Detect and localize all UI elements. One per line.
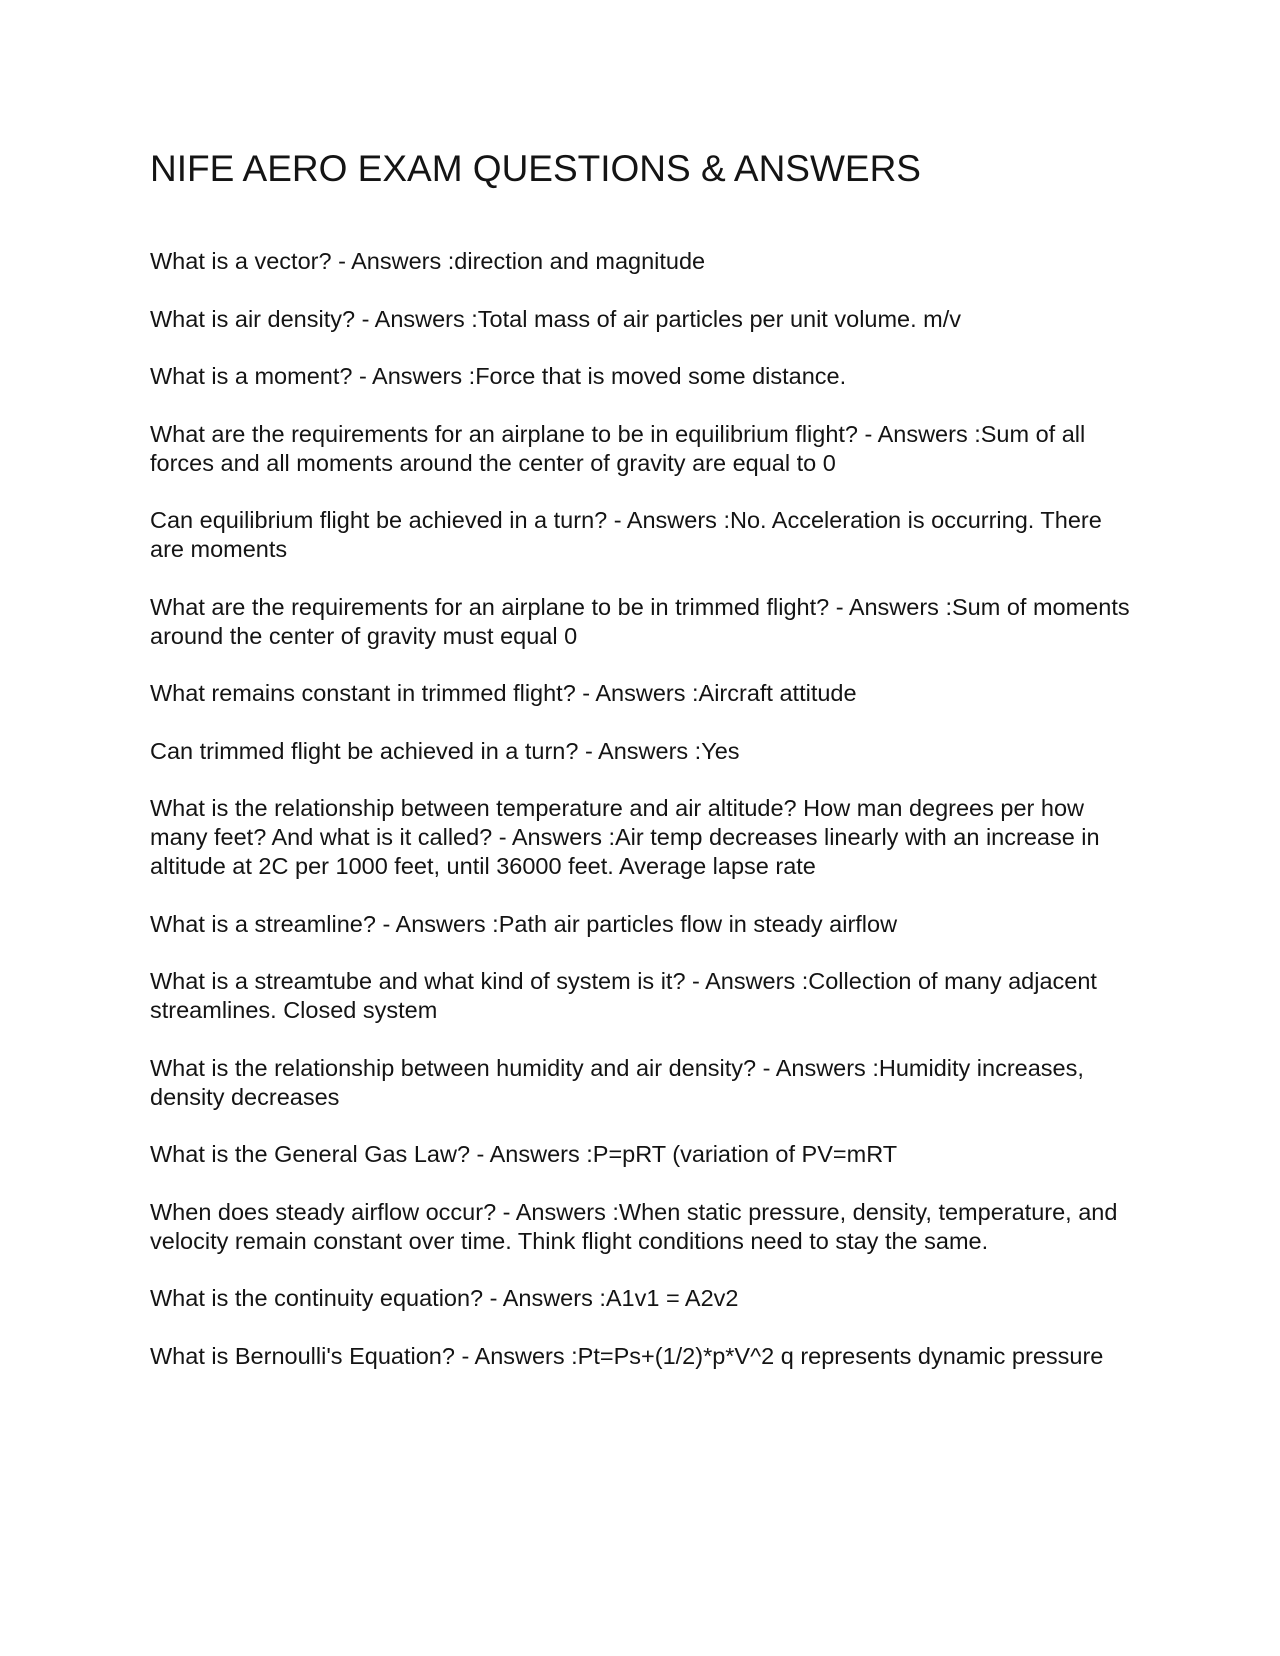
qa-item: What is air density? - Answers :Total mass of air particles per unit volume. m/v (150, 305, 962, 332)
qa-item: What remains constant in trimmed flight? - Answers :Aircraft attitude (150, 680, 857, 706)
qa-item: When does steady airflow occur? - Answers :When static pressure, density, temperature, and velocity remain constant over time. Think flight conditions need to stay the same. (150, 1198, 1118, 1254)
qa-item: What is the continuity equation? - Answers :A1v1 = A2v2 (150, 1285, 739, 1311)
qa-item: Can equilibrium flight be achieved in a turn? - Answers :No. Acceleration is occurring. There are moments (150, 507, 1102, 562)
qa-item: What are the requirements for an airplane to be in trimmed flight? - Answers :Sum of moments around the center of gravity must equal 0 (150, 593, 1130, 649)
qa-item: What is a moment? - Answers :Force that is moved some distance. (150, 363, 847, 389)
qa-item: What is the relationship between humidity and air density? - Answers :Humidity increases, density decreases (150, 1054, 1084, 1110)
qa-list (150, 247, 1135, 1399)
qa-item: Can trimmed flight be achieved in a turn? - Answers :Yes (150, 737, 740, 764)
qa-item: What is the relationship between temperature and air altitude? How man degrees per how many feet? And what is it called? - Answers :Air temp decreases linearly with an increase in altitude at 2C per 1000 feet, until 36000 feet. Average lapse rate (150, 795, 1100, 879)
qa-item: What is a vector? - Answers :direction and magnitude (150, 248, 706, 274)
qa-item: What is the General Gas Law? - Answers :P=pRT (variation of PV=mRT (150, 1141, 898, 1167)
qa-item: What is a streamtube and what kind of system is it? - Answers :Collection of many adjacent streamlines. Closed system (150, 968, 1097, 1023)
qa-item: What are the requirements for an airplane to be in equilibrium flight? - Answers :Sum of all forces and all moments around the center of gravity are equal to 0 (150, 420, 1086, 476)
page-title: NIFE AERO EXAM QUESTIONS & ANSWERS (150, 148, 921, 189)
qa-item: What is Bernoulli's Equation? - Answers :Pt=Ps+(1/2)*p*V^2 q represents dynamic pressure (150, 1342, 1104, 1369)
qa-item: What is a streamline? - Answers :Path air particles flow in steady airflow (150, 910, 898, 937)
